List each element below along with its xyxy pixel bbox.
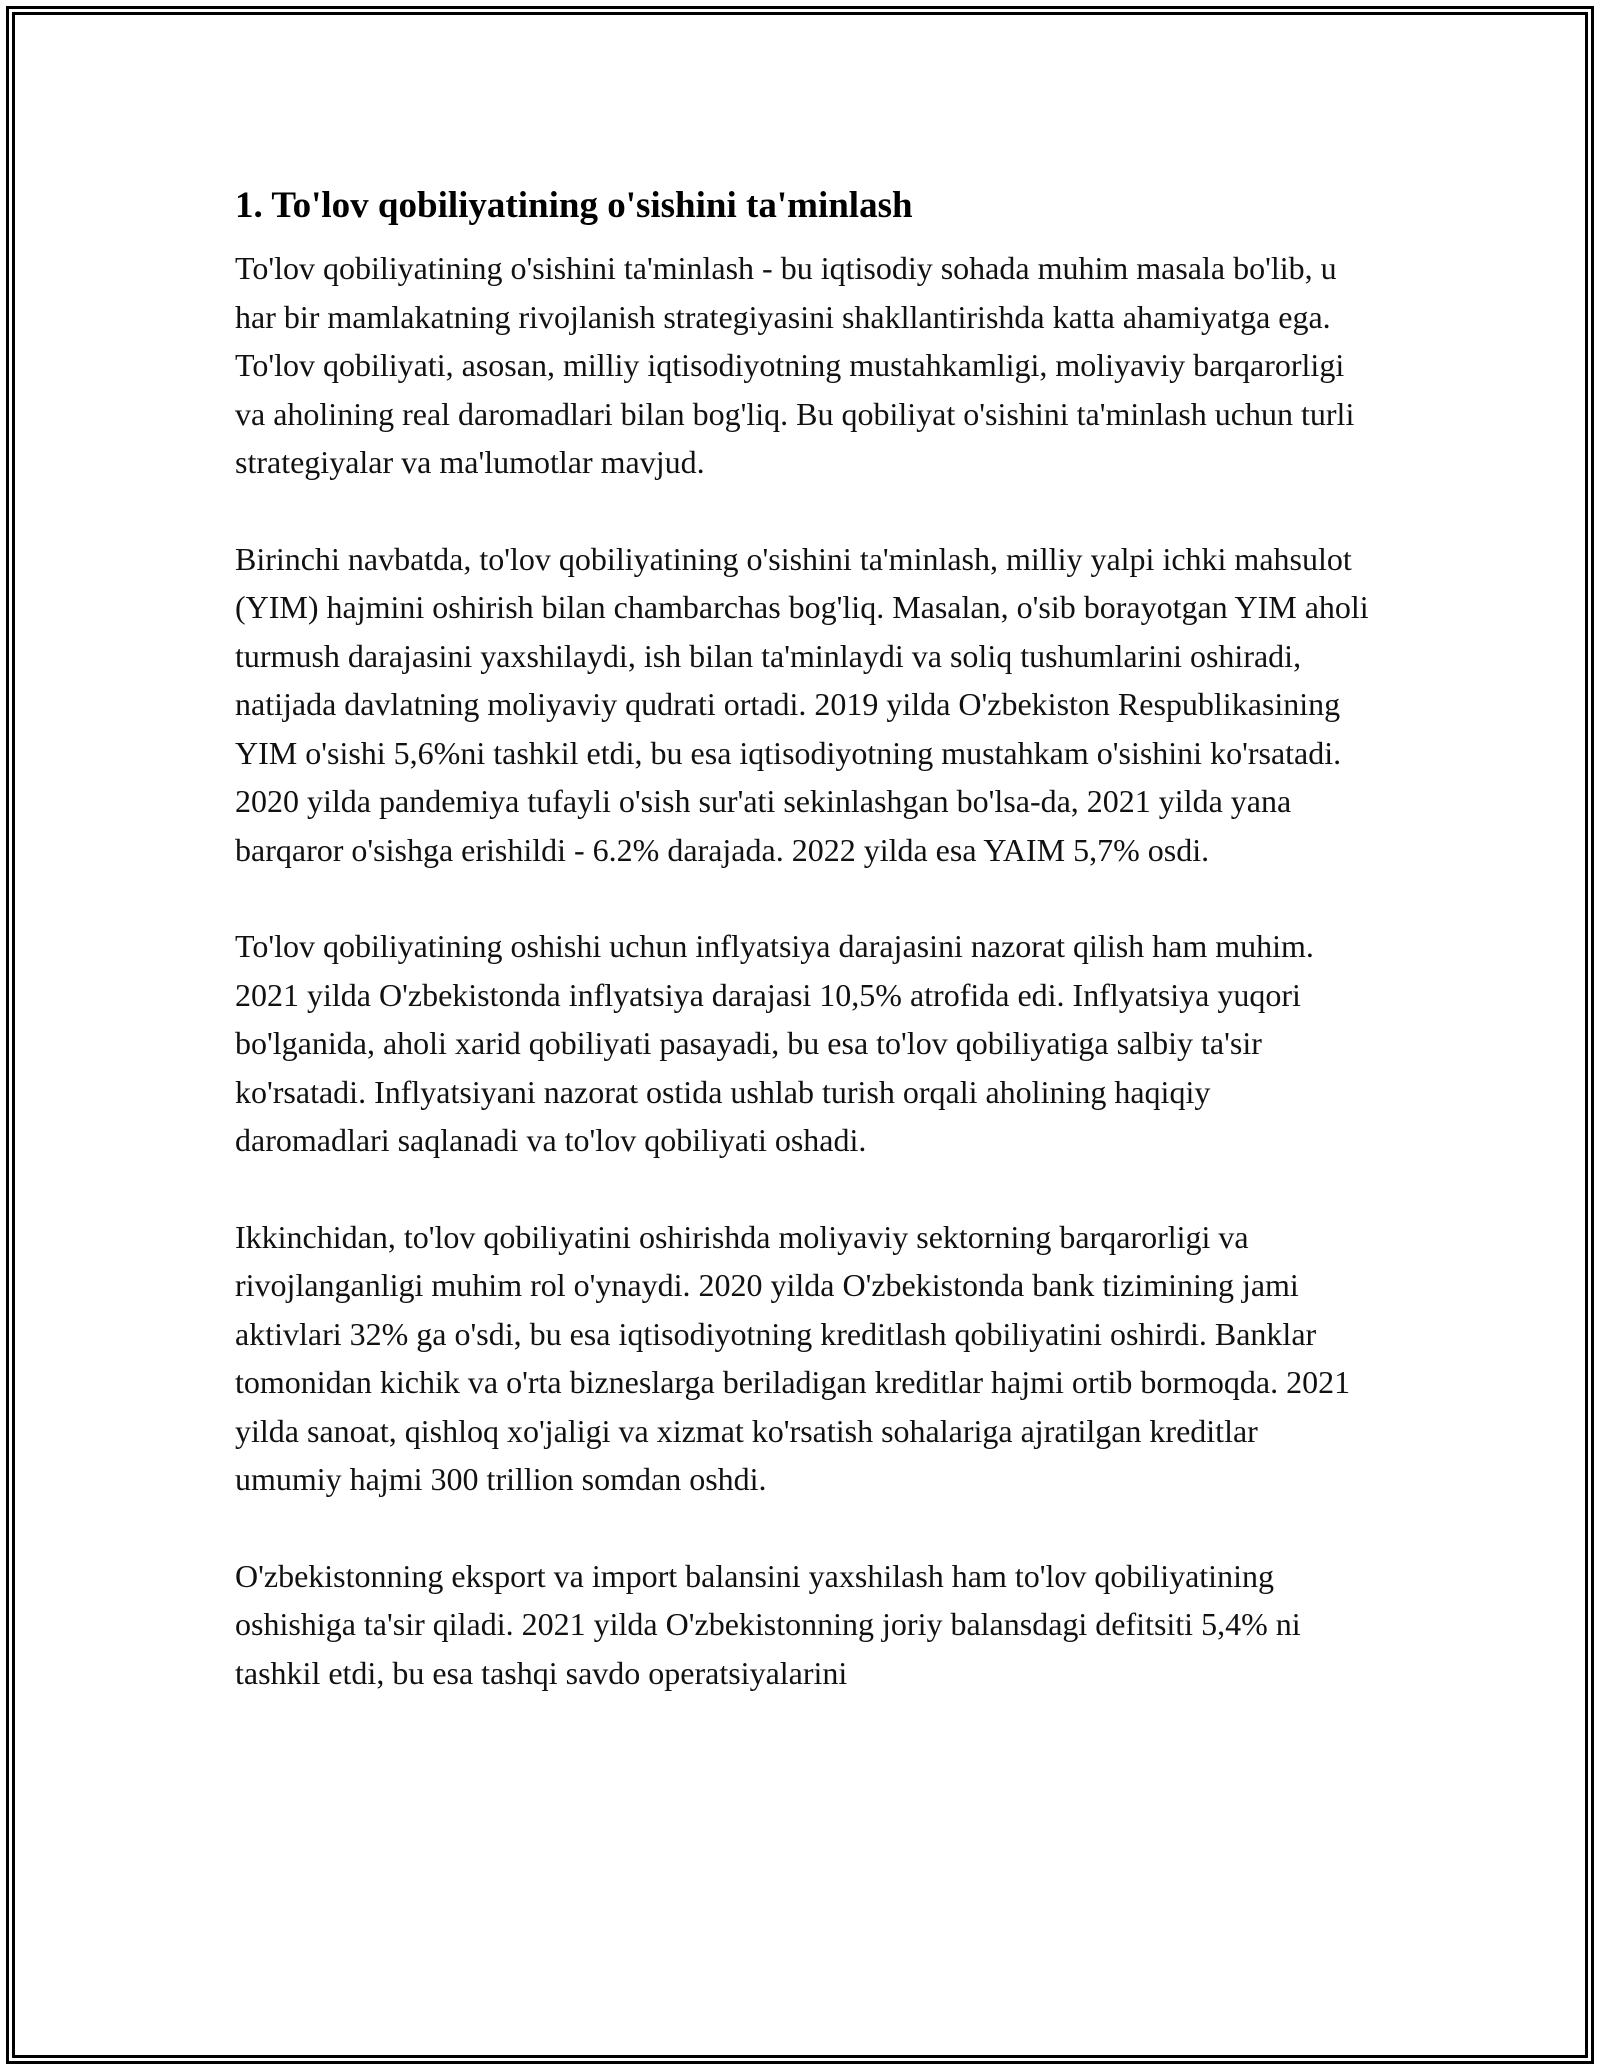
paragraph-inflation: To'lov qobiliyatining oshishi uchun inflyatsiya darajasini nazorat qilish ham muhim. 2021 yilda O'zbekistonda inflyatsiya darajasi 10,5% atrofida edi. Inflyatsiya yuqori bo'lganida, aholi xarid qobiliyati pasayadi, bu esa to'lov qobiliyatiga salbiy ta'sir ko'rsatadi. Inflyatsiyani nazorat ostida ushlab turish orqali aholining haqiqiy daromadlari saqlanadi va to'lov qobiliyati oshadi. — [235, 928, 1314, 1158]
section-heading: 1. To'lov qobiliyatining o'sishini ta'minlash — [235, 185, 913, 226]
document-body — [235, 178, 1370, 1745]
paragraph-export-import: O'zbekistonning eksport va import balansini yaxshilash ham to'lov qobiliyatining oshishiga ta'sir qiladi. 2021 yilda O'zbekistonning joriy balansdagi defitsiti 5,4% ni tashkil etdi, bu esa tashqi savdo operatsiyalarini — [235, 1557, 1301, 1691]
paragraph-gdp-growth: Birinchi navbatda, to'lov qobiliyatining o'sishini ta'minlash, milliy yalpi ichki mahsulot (YIM) hajmini oshirish bilan chambarchas bog'liq. Masalan, o'sib borayotgan YIM aholi turmush darajasini yaxshilaydi, ish bilan ta'minlaydi va soliq tushumlarini oshiradi, natijada davlatning moliyaviy qudrati ortadi. 2019 yilda O'zbekiston Respublikasining YIM o'sishi 5,6%ni tashkil etdi, bu esa iqtisodiyotning mustahkam o'sishini ko'rsatadi. 2020 yilda pandemiya tufayli o'sish sur'ati sekinlashgan bo'lsa-da, 2021 yilda yana barqaror o'sishga erishildi - 6.2% darajada. 2022 yilda esa YAIM 5,7% osdi. — [235, 540, 1369, 868]
paragraph-financial-sector: Ikkinchidan, to'lov qobiliyatini oshirishda moliyaviy sektorning barqarorligi va rivojlanganligi muhim rol o'ynaydi. 2020 yilda O'zbekistonda bank tizimining jami aktivlari 32% ga o'sdi, bu esa iqtisodiyotning kreditlash qobiliyatini oshirdi. Banklar tomonidan kichik va o'rta bizneslarga beriladigan kreditlar hajmi ortib bormoqda. 2021 yilda sanoat, qishloq xo'jaligi va xizmat ko'rsatish sohalariga ajratilgan kreditlar umumiy hajmi 300 trillion somdan oshdi. — [235, 1218, 1351, 1497]
paragraph-intro: To'lov qobiliyatining o'sishini ta'minlash - bu iqtisodiy sohada muhim masala bo'lib, u har bir mamlakatning rivojlanish strategiyasini shakllantirishda katta ahamiyatga ega. To'lov qobiliyati, asosan, milliy iqtisodiyotning mustahkamligi, moliyaviy barqarorligi va aholining real daromadlari bilan bog'liq. Bu qobiliyat o'sishini ta'minlash uchun turli strategiyalar va ma'lumotlar mavjud. — [235, 250, 1355, 480]
